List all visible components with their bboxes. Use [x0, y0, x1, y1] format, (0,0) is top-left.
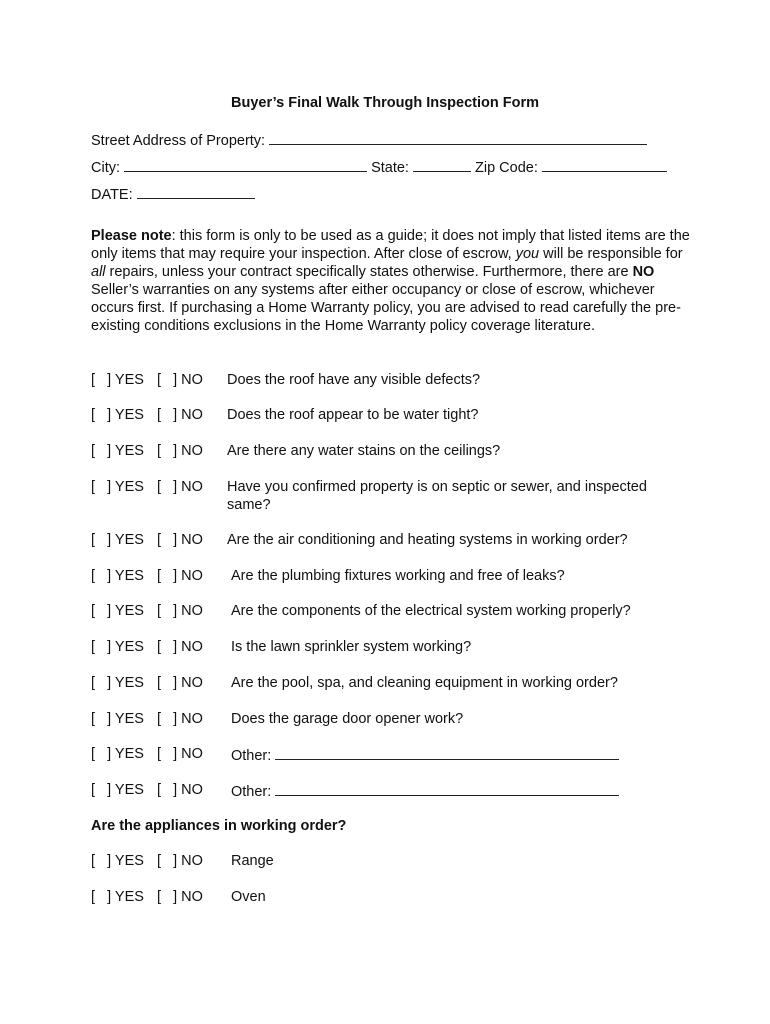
note-text-1: : this form is only to be used as a guide; it does not imply that listed items are the only items that may require your inspection. After close of escrow,: [91, 228, 690, 262]
form-title: Buyer’s Final Walk Through Inspection Form: [230, 95, 540, 111]
other-label: Other:: [231, 748, 272, 764]
question-text: Are there any water stains on the ceilings?: [227, 443, 501, 459]
yes-checkbox[interactable]: [ ] YES: [91, 675, 144, 691]
no-checkbox[interactable]: [ ] NO: [157, 711, 203, 727]
date-label: DATE:: [91, 187, 133, 203]
question-text: Does the roof have any visible defects?: [227, 372, 481, 388]
yes-checkbox[interactable]: [ ] YES: [91, 603, 144, 619]
street-address-label: Street Address of Property:: [91, 133, 266, 149]
street-address-blank[interactable]: [269, 130, 647, 145]
question-text: Does the garage door opener work?: [231, 711, 464, 727]
other-blank[interactable]: [275, 781, 619, 796]
other-blank[interactable]: [275, 745, 619, 760]
no-checkbox[interactable]: [ ] NO: [157, 603, 203, 619]
yes-checkbox[interactable]: [ ] YES: [91, 746, 144, 762]
yes-checkbox[interactable]: [ ] YES: [91, 711, 144, 727]
appliances-heading: Are the appliances in working order?: [91, 818, 347, 834]
question-text: Are the plumbing fixtures working and free of leaks?: [231, 568, 565, 584]
no-checkbox[interactable]: [ ] NO: [157, 853, 203, 869]
question-text: Have you confirmed property is on septic or sewer, and inspected same?: [227, 479, 647, 513]
question-text: Does the roof appear to be water tight?: [227, 407, 479, 423]
state-label: State:: [371, 160, 409, 176]
no-checkbox[interactable]: [ ] NO: [157, 443, 203, 459]
no-checkbox[interactable]: [ ] NO: [157, 479, 203, 495]
yes-checkbox[interactable]: [ ] YES: [91, 853, 144, 869]
question-text: Is the lawn sprinkler system working?: [231, 639, 472, 655]
no-checkbox[interactable]: [ ] NO: [157, 372, 203, 388]
other-field: [231, 781, 681, 801]
city-blank[interactable]: [124, 157, 367, 172]
no-checkbox[interactable]: [ ] NO: [157, 746, 203, 762]
date-blank[interactable]: [137, 184, 255, 199]
zip-blank[interactable]: [542, 157, 667, 172]
question-text: Are the pool, spa, and cleaning equipment in working order?: [231, 675, 618, 691]
yes-checkbox[interactable]: [ ] YES: [91, 889, 144, 905]
note-lead: Please note: [91, 228, 172, 244]
yes-checkbox[interactable]: [ ] YES: [91, 407, 144, 423]
no-checkbox[interactable]: [ ] NO: [157, 782, 203, 798]
state-blank[interactable]: [413, 157, 471, 172]
yes-checkbox[interactable]: [ ] YES: [91, 782, 144, 798]
city-label: City:: [91, 160, 120, 176]
question-text: Are the components of the electrical system working properly?: [231, 603, 631, 619]
yes-checkbox[interactable]: [ ] YES: [91, 639, 144, 655]
note-text-2: will be responsible for: [539, 246, 683, 262]
no-checkbox[interactable]: [ ] NO: [157, 639, 203, 655]
note-text-3: repairs, unless your contract specifically states otherwise. Furthermore, there are: [105, 264, 633, 280]
question-text: Are the air conditioning and heating systems in working order?: [227, 532, 628, 548]
note-you: you: [515, 246, 540, 262]
note-all: all: [91, 264, 106, 280]
no-checkbox[interactable]: [ ] NO: [157, 889, 203, 905]
city-state-zip-line: [91, 157, 667, 177]
yes-checkbox[interactable]: [ ] YES: [91, 479, 144, 495]
no-checkbox[interactable]: [ ] NO: [157, 407, 203, 423]
note-no: NO: [632, 264, 655, 280]
no-checkbox[interactable]: [ ] NO: [157, 568, 203, 584]
no-checkbox[interactable]: [ ] NO: [157, 532, 203, 548]
yes-checkbox[interactable]: [ ] YES: [91, 568, 144, 584]
yes-checkbox[interactable]: [ ] YES: [91, 443, 144, 459]
appliance-name: Range: [231, 853, 274, 869]
yes-checkbox[interactable]: [ ] YES: [91, 372, 144, 388]
other-field: [231, 745, 681, 765]
date-line: [91, 184, 255, 204]
other-label: Other:: [231, 784, 272, 800]
appliance-name: Oven: [231, 889, 266, 905]
please-note-paragraph: [91, 227, 691, 335]
street-address-line: [91, 130, 647, 150]
zip-label: Zip Code:: [475, 160, 538, 176]
no-checkbox[interactable]: [ ] NO: [157, 675, 203, 691]
yes-checkbox[interactable]: [ ] YES: [91, 532, 144, 548]
note-text-4: Seller’s warranties on any systems after either occupancy or close of escrow, whichever occurs first. If purchasing a Home Warranty policy, you are advised to read carefully the pre-existing conditions exclusions in the Home Warranty policy coverage literature.: [91, 282, 681, 334]
